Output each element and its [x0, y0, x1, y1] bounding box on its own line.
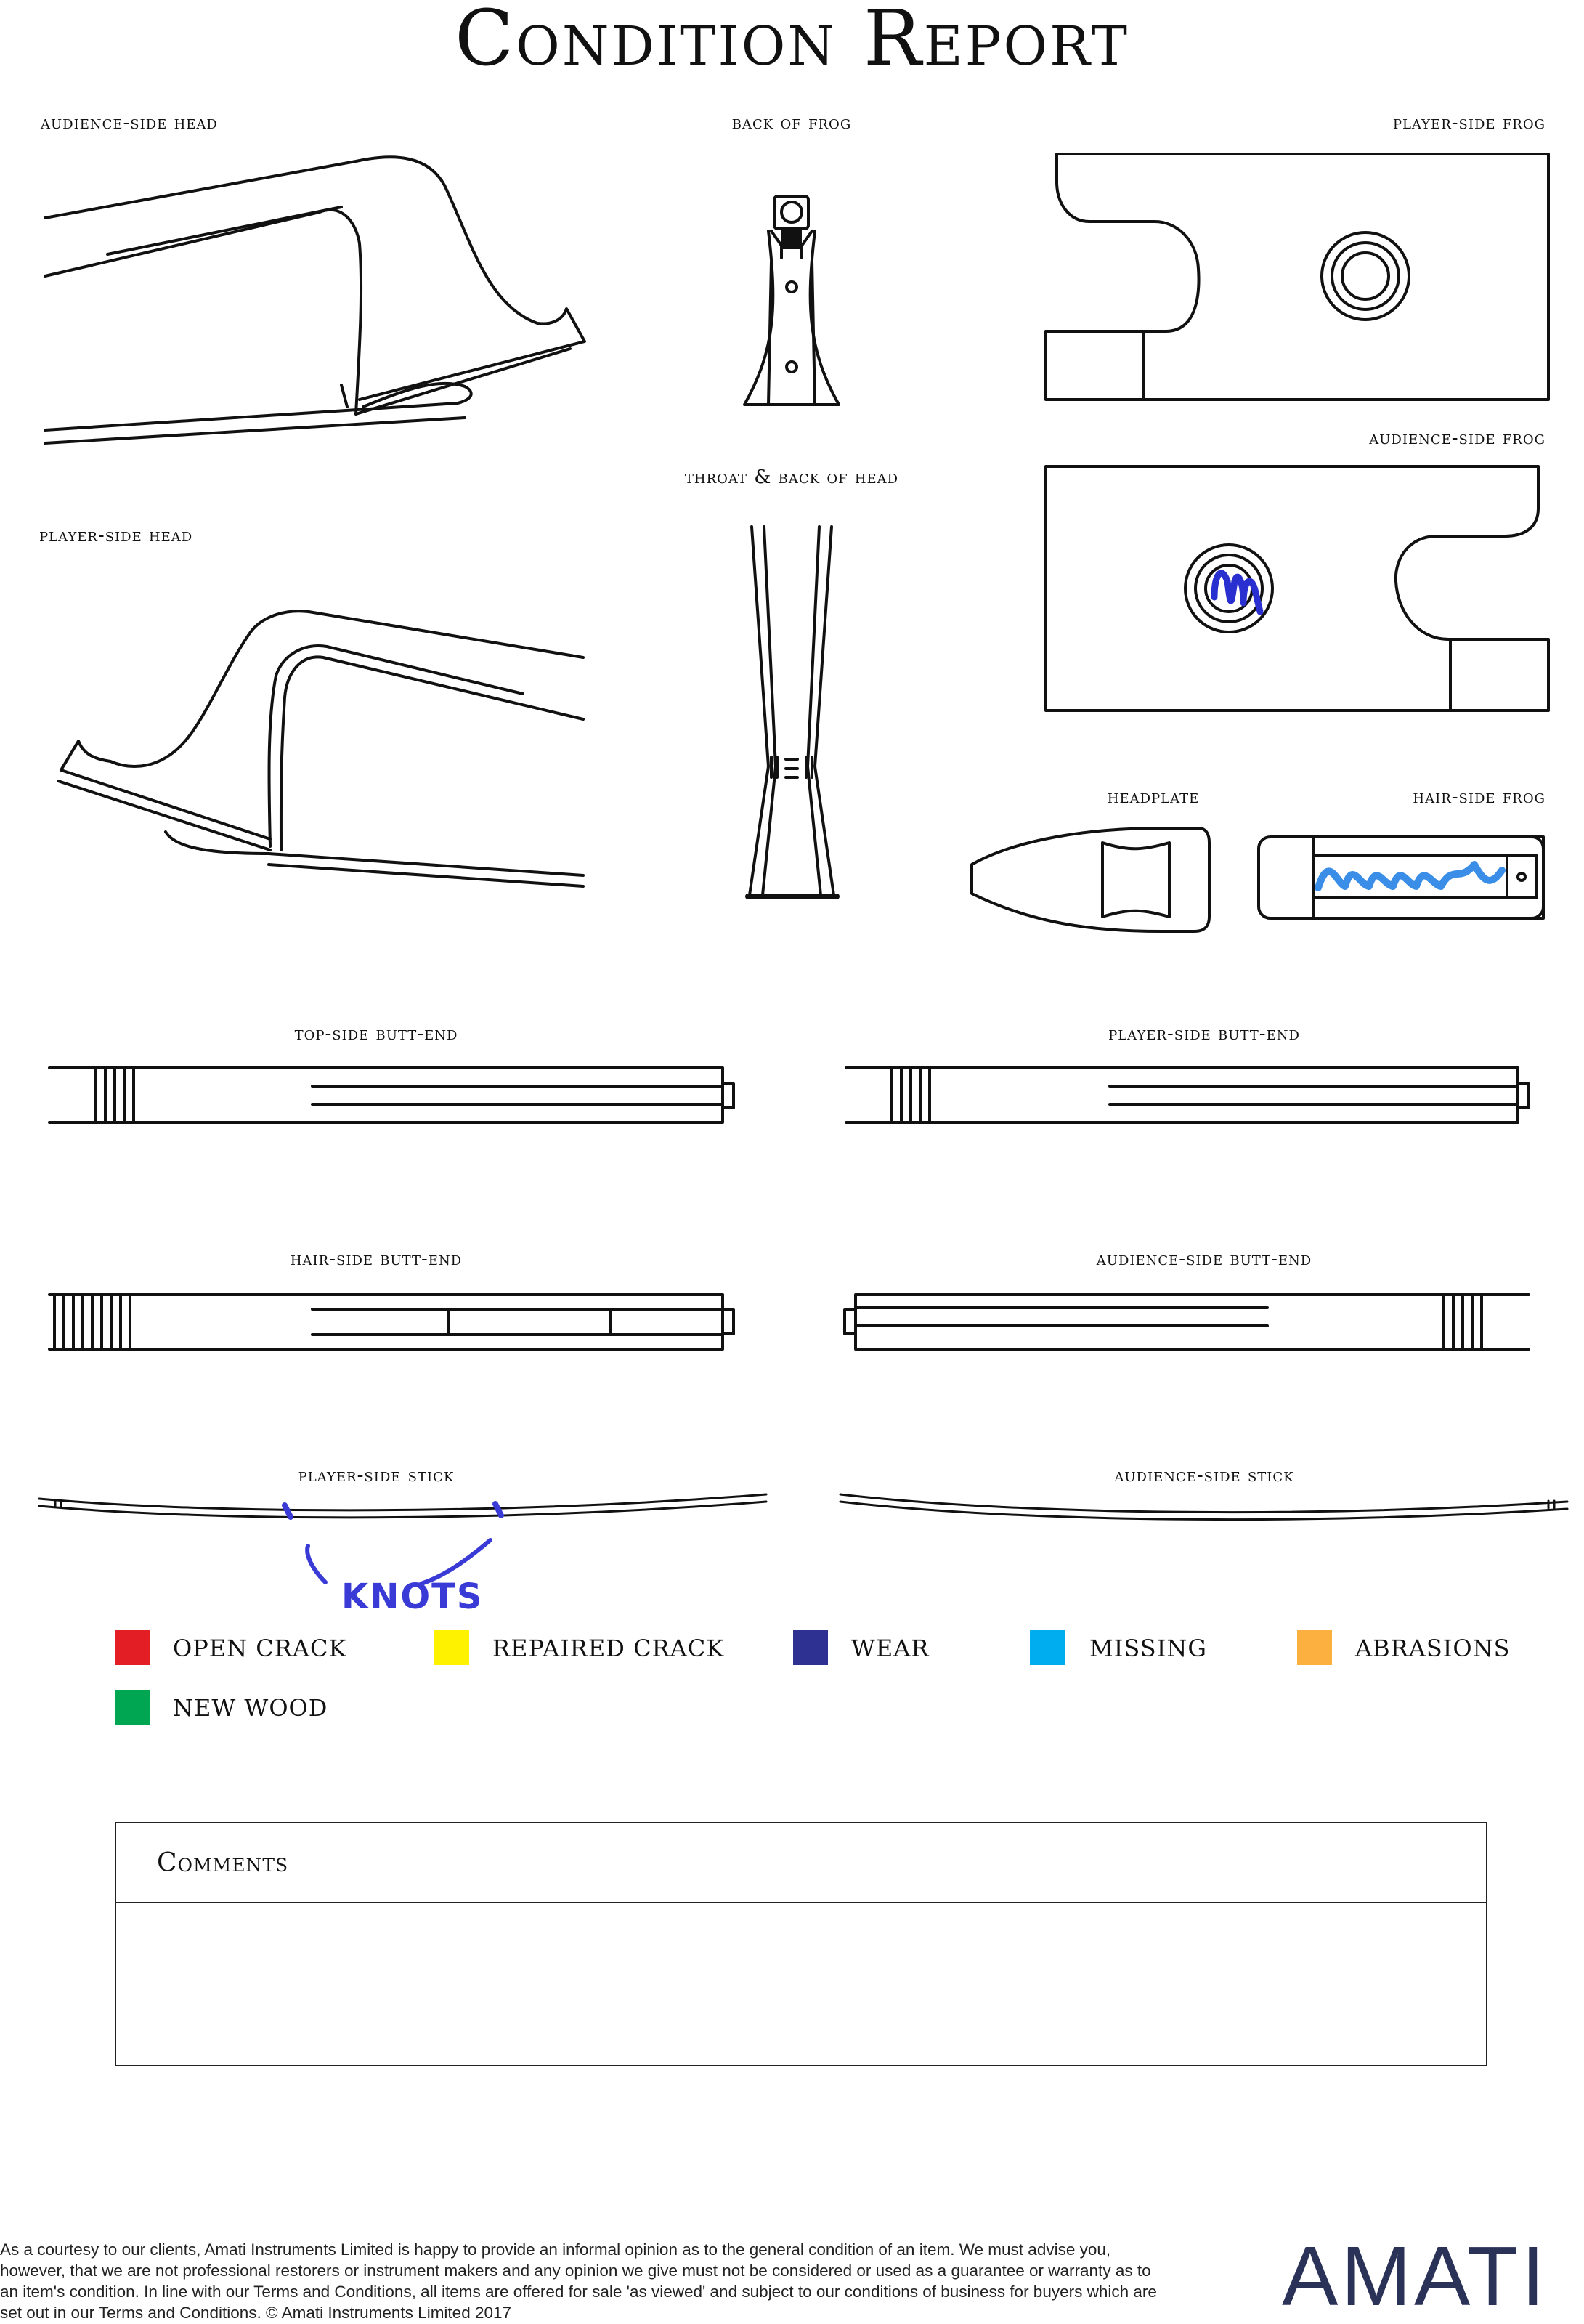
knots-annotation: KNOTS	[341, 1576, 484, 1617]
legend-label-open-crack: OPEN CRACK	[173, 1635, 347, 1662]
hair-side-butt-end-drawing	[49, 1295, 734, 1349]
label-top-side-butt-end: top-side butt-end	[294, 1023, 458, 1045]
label-audience-side-head: audience-side head	[41, 112, 218, 134]
legend-label-abrasions: ABRASIONS	[1355, 1635, 1511, 1662]
knot-bracket-left-icon	[307, 1546, 325, 1582]
audience-side-frog-drawing	[1046, 466, 1548, 710]
comments-heading: Comments	[116, 1823, 1486, 1903]
label-audience-side-stick: audience-side stick	[1114, 1465, 1294, 1486]
label-player-side-frog: player-side frog	[1392, 112, 1546, 134]
legend-swatch-wear	[793, 1630, 828, 1665]
player-side-stick-drawing	[39, 1494, 766, 1518]
legend-swatch-repaired-crack	[434, 1630, 469, 1665]
headplate-drawing	[972, 828, 1209, 931]
player-side-butt-end-drawing	[846, 1068, 1529, 1122]
label-audience-side-frog: audience-side frog	[1369, 427, 1546, 449]
label-throat-back-of-head: throat & back of head	[684, 466, 899, 488]
label-player-side-head: player-side head	[39, 525, 193, 546]
legend-swatch-open-crack	[115, 1630, 150, 1665]
amati-logo: AMATI	[1282, 2229, 1548, 2323]
audience-side-stick-drawing	[840, 1494, 1567, 1520]
legend-swatch-new-wood	[115, 1690, 150, 1725]
page-title: Condition Report	[455, 0, 1129, 83]
player-side-head-drawing	[58, 611, 583, 886]
audience-side-butt-end-drawing	[845, 1295, 1529, 1349]
label-audience-side-butt-end: audience-side butt-end	[1096, 1248, 1312, 1270]
comments-box	[115, 1822, 1487, 2066]
label-back-of-frog: back of frog	[731, 112, 852, 134]
legend-label-missing: MISSING	[1089, 1635, 1207, 1662]
label-hair-side-butt-end: hair-side butt-end	[290, 1248, 463, 1270]
wear-scribble-icon	[1214, 573, 1260, 612]
player-side-frog-drawing	[1046, 154, 1548, 400]
label-hair-side-frog: hair-side frog	[1413, 786, 1546, 808]
throat-back-of-head-drawing	[748, 527, 837, 896]
disclaimer-text: As a courtesy to our clients, Amati Instruments Limited is happy to provide an informal opinion as to the general condition of an item. We must advise you, however, that we are not professional restorers or instrument makers and any opinion we give must not be considered or used as a guarantee or warranty as to an item's condition. In line with our Terms and Conditions, all items are offered for sale 'as viewed' and subject to our conditions of business for buyers which are set out in our Terms and Conditions. © Amati Instruments Limited 2017	[0, 2240, 1157, 2322]
knot-mark-left-icon	[285, 1505, 291, 1517]
top-side-butt-end-drawing	[49, 1068, 734, 1122]
legend-label-repaired-crack: REPAIRED CRACK	[492, 1635, 725, 1662]
knot-mark-right-icon	[495, 1504, 501, 1515]
label-player-side-butt-end: player-side butt-end	[1108, 1023, 1300, 1045]
legend-swatch-abrasions	[1297, 1630, 1332, 1665]
missing-scribble-icon	[1318, 865, 1502, 888]
legend-swatch-missing	[1030, 1630, 1065, 1665]
audience-side-head-drawing	[45, 157, 585, 443]
comments-body[interactable]	[116, 1903, 1486, 2065]
legend-label-new-wood: NEW WOOD	[173, 1694, 328, 1722]
legend-label-wear: WEAR	[851, 1635, 930, 1662]
label-headplate: headplate	[1107, 786, 1200, 808]
label-player-side-stick: player-side stick	[298, 1465, 455, 1486]
back-of-frog-drawing	[744, 196, 839, 405]
